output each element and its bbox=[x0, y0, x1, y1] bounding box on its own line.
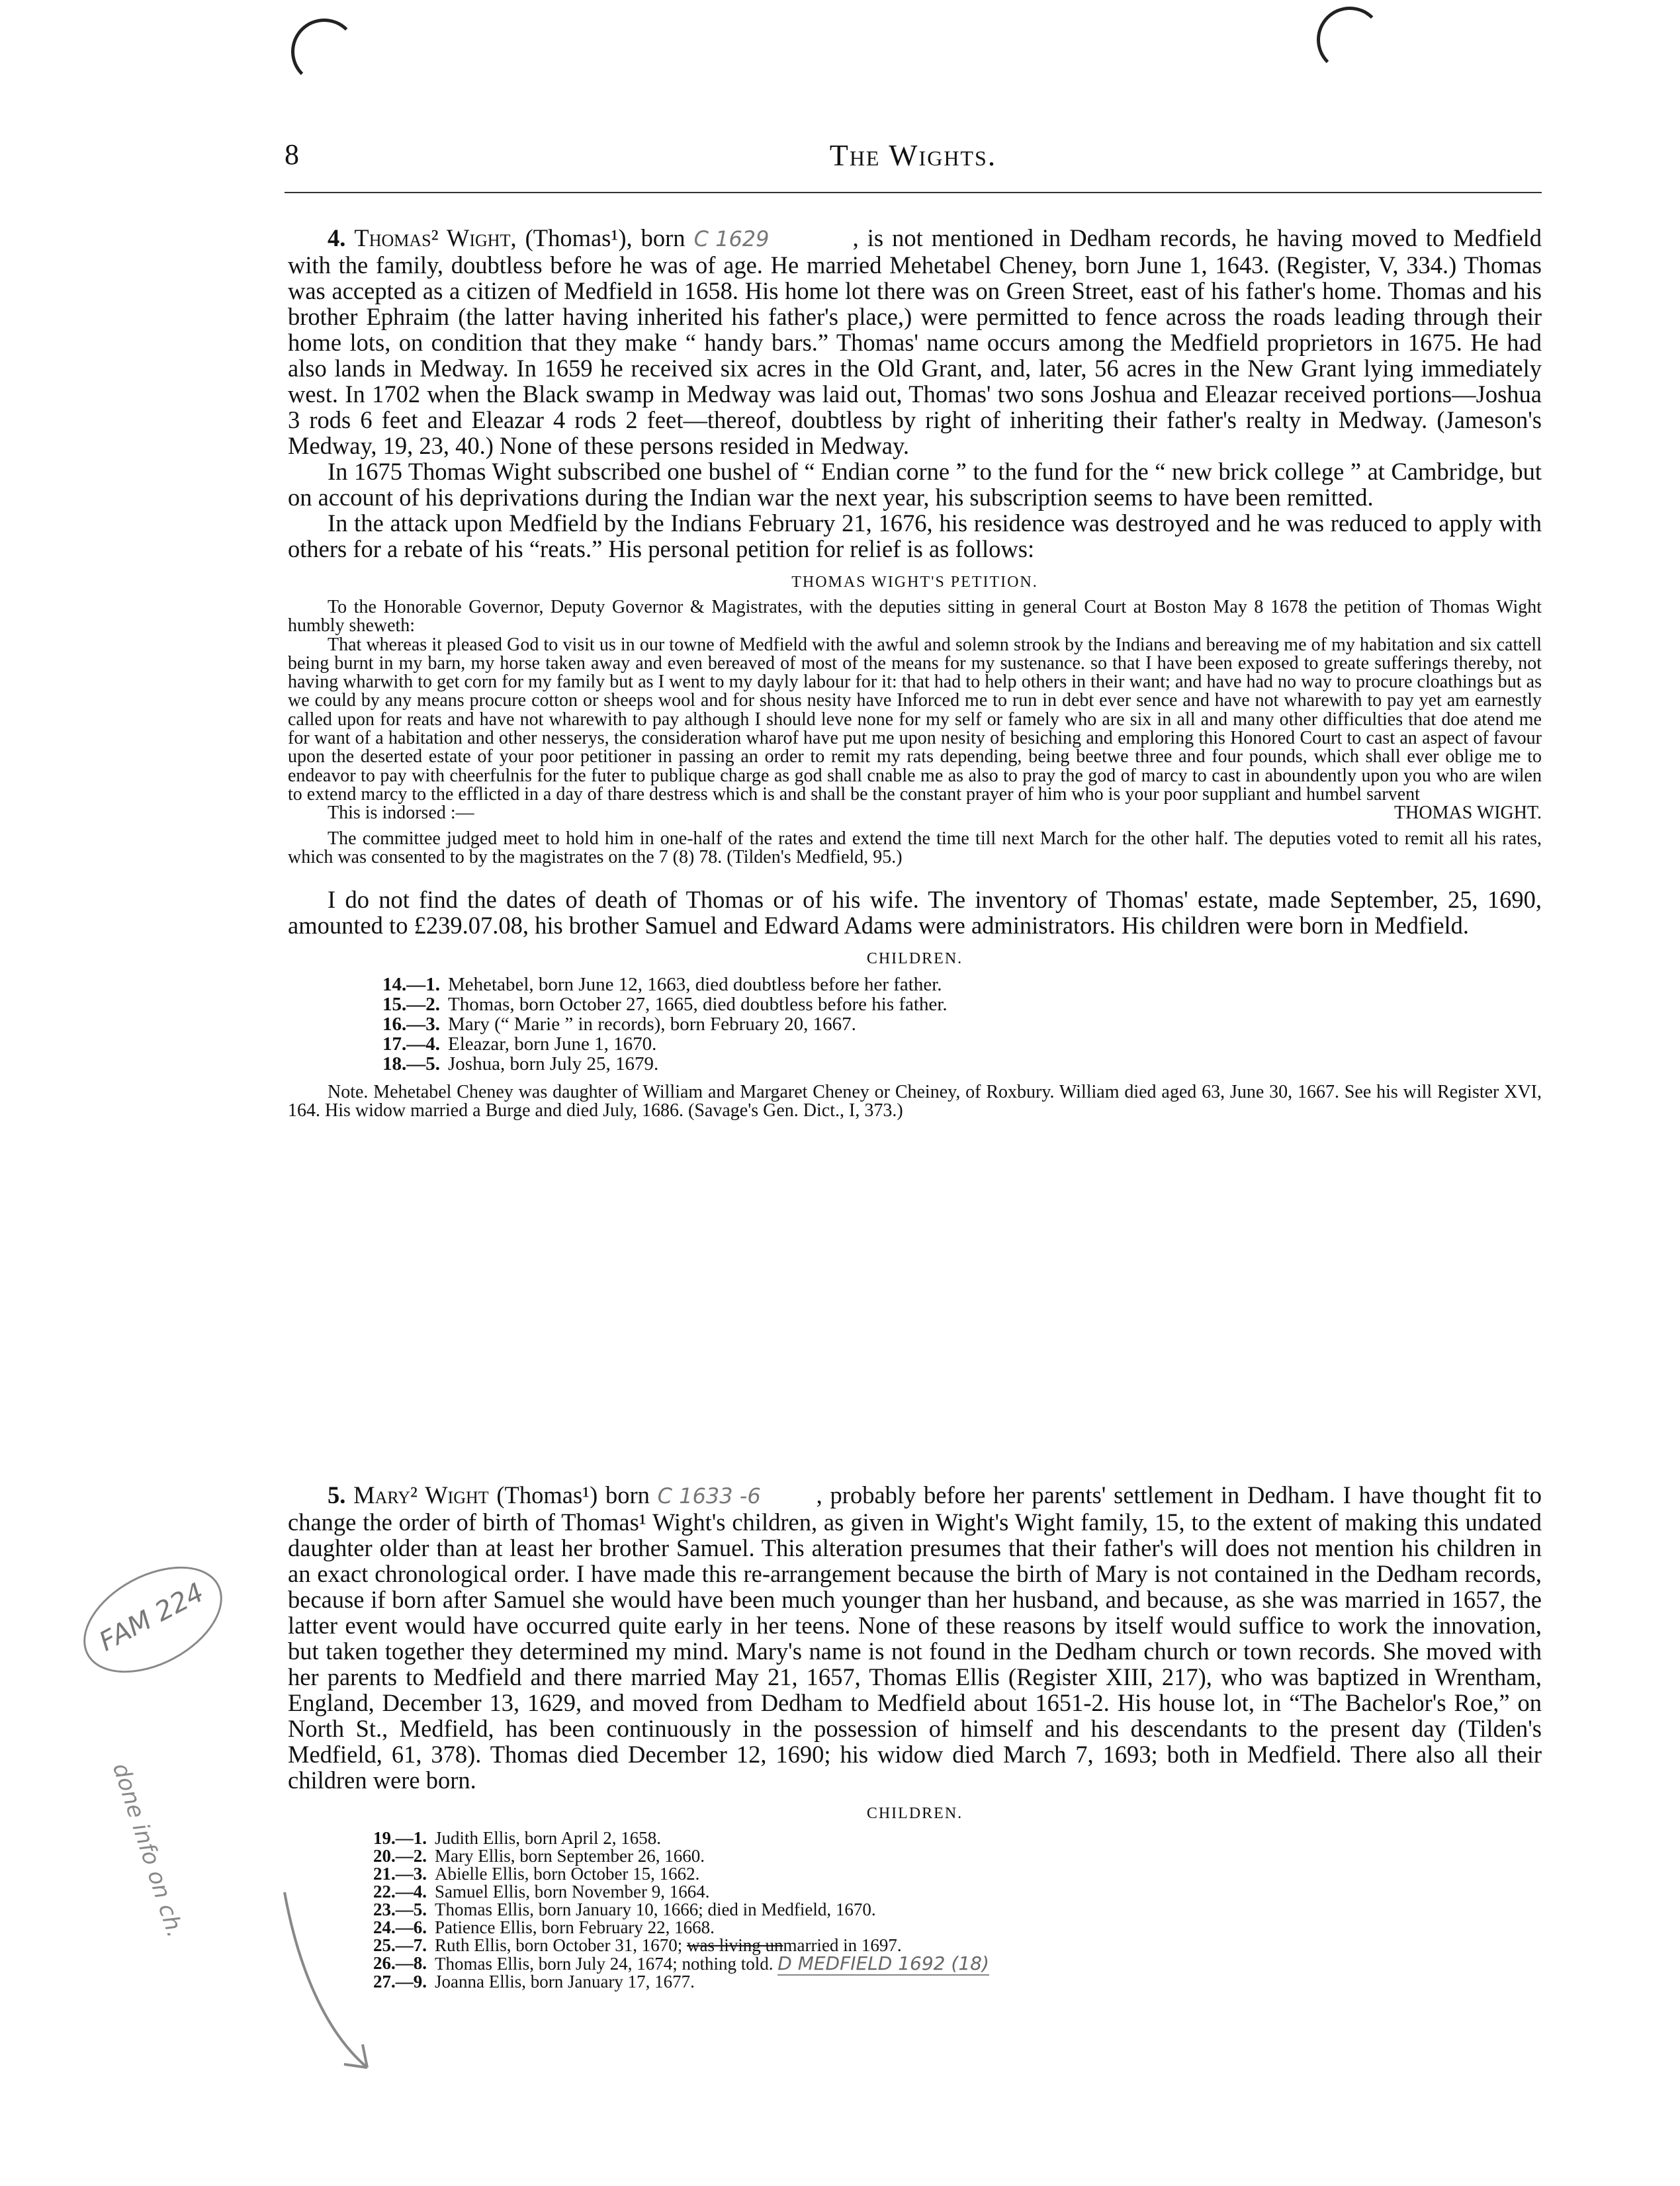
section-4-body bbox=[288, 225, 1542, 562]
children-list-4 bbox=[367, 975, 1542, 1074]
list-item bbox=[354, 1847, 1542, 1865]
committee-note: The committee judged meet to hold him in one-half of the rates and extend the time till next March for the other half. The deputies voted to remit all his rates, which was consented to by the magistrates on the 7 (8) 78. (Tilden's Medfield, 95.) bbox=[288, 828, 1542, 867]
paragraph bbox=[288, 1482, 1542, 1793]
child-text-after: married in 1697. bbox=[783, 1935, 902, 1955]
header-rule bbox=[285, 192, 1542, 193]
margin-side-note bbox=[107, 1760, 189, 1941]
parent-ref: (Thomas¹) born bbox=[488, 1481, 650, 1508]
person-name: Mary² Wight bbox=[353, 1481, 489, 1508]
list-item bbox=[354, 1883, 1542, 1901]
child-number: 20.—2. bbox=[373, 1846, 427, 1866]
circled-note-text: FAM 224 bbox=[94, 1577, 209, 1658]
child-number: 21.—3. bbox=[373, 1864, 427, 1884]
hand-drawn-arrow-icon bbox=[278, 1886, 377, 2077]
child-number: 19.—1. bbox=[373, 1828, 427, 1848]
section-4-closing bbox=[288, 887, 1542, 938]
child-number: 16.—3. bbox=[382, 1014, 440, 1035]
child-number: 22.—4. bbox=[373, 1882, 427, 1902]
section-5-body bbox=[288, 1482, 1542, 1793]
child-text: Mary (“ Marie ” in records), born February 20, 1667. bbox=[448, 1014, 856, 1035]
child-text bbox=[435, 1937, 902, 1954]
child-text: Samuel Ellis, born November 9, 1664. bbox=[435, 1882, 710, 1902]
paragraph bbox=[288, 225, 1542, 459]
petition-text bbox=[288, 598, 1542, 867]
child-text: Joshua, born July 25, 1679. bbox=[448, 1053, 659, 1075]
child-text-main: Ruth Ellis, born October 31, 1670; bbox=[435, 1935, 683, 1955]
list-item bbox=[367, 1034, 1542, 1054]
children-list-5 bbox=[354, 1829, 1542, 1991]
section-5 bbox=[288, 1482, 1542, 1991]
child-text: Thomas, born October 27, 1665, died doubtless before his father. bbox=[448, 994, 948, 1016]
indorsed-line: This is indorsed :— bbox=[328, 803, 474, 824]
list-item bbox=[354, 1973, 1542, 1991]
person-name: Thomas² Wight, bbox=[354, 224, 517, 251]
running-title: The Wights. bbox=[829, 138, 997, 172]
section-4 bbox=[288, 225, 1542, 1121]
note-text: Note. Mehetabel Cheney was daughter of William and Margaret Cheney or Cheiney, of Roxbury. William died aged 63, June 30, 1667. See his will Register XVI, 164. His widow married a Burge and died July, 1686. (Savage's Gen. Dict., I, 373.) bbox=[288, 1082, 1542, 1121]
child-text: Thomas Ellis, born January 10, 1666; died in Medfield, 1670. bbox=[435, 1900, 876, 1919]
handwritten-birth-year: C 1629 bbox=[693, 226, 770, 251]
list-item bbox=[354, 1829, 1542, 1847]
list-item bbox=[354, 1865, 1542, 1883]
list-item bbox=[367, 975, 1542, 994]
child-text: Joanna Ellis, born January 17, 1677. bbox=[435, 1972, 695, 1991]
struck-text: was living un bbox=[686, 1935, 783, 1955]
child-text: Abielle Ellis, born October 15, 1662. bbox=[435, 1864, 700, 1884]
list-item bbox=[367, 1014, 1542, 1034]
child-number: 24.—6. bbox=[373, 1917, 427, 1937]
child-number: 15.—2. bbox=[382, 994, 440, 1016]
child-text-main: Thomas Ellis, born July 24, 1674; nothing told. bbox=[435, 1954, 774, 1974]
list-item bbox=[354, 1954, 1542, 1973]
paragraph: In the attack upon Medfield by the Indians February 21, 1676, his residence was destroyed and he was reduced to apply with others for a rebate of his “reats.” His personal petition for relief is as follows: bbox=[288, 509, 1542, 562]
child-number: 25.—7. bbox=[373, 1935, 427, 1955]
paragraph-text: , probably before her parents' settlement in Dedham. I have thought fit to change the order of birth of Thomas¹ Wight's children, as given in Wight's Wight family, 15, to the extent of making this undated daughter older than at least her brother Samuel. This alteration presumes that their father's will does not mention his children in an exact chronological order. I have made this re-arrangement because the birth of Mary is not contained in the Dedham records, because if born after Samuel she would have been much younger than her husband, and because, as she was married in 1657, the latter event would have occurred quite early in her teens. None of these reasons by itself would suffice to work the innovation, but taken together they determined my mind. Mary's name is not found in the Dedham church or town records. She moved with her parents to Medfield and there married May 21, 1657, Thomas Ellis (Register XIII, 217), who was baptized in Wrentham, England, December 13, 1629, and moved from Dedham to Medfield about 1651-2. His house lot, in “The Bachelor's Roe,” on North St., Medfield, has been continuously in the possession of himself and his descendants to the present day (Tilden's Medfield, 61, 378). Thomas died December 12, 1690; his widow died March 7, 1693; both in Medfield. There also all their children were born. bbox=[288, 1481, 1542, 1794]
entry-number: 5. bbox=[328, 1481, 346, 1508]
cheney-note bbox=[288, 1083, 1542, 1121]
child-text: Mehetabel, born June 12, 1663, died doubtless before her father. bbox=[448, 974, 942, 996]
children-caption: CHILDREN. bbox=[866, 950, 963, 968]
side-note-text: done info on ch. bbox=[107, 1760, 189, 1941]
page-number: 8 bbox=[285, 138, 299, 171]
entry-number: 4. bbox=[328, 224, 346, 251]
petition-address: To the Honorable Governor, Deputy Governor & Magistrates, with the deputies sitting in general Court at Boston May 8 1678 the petition of Thomas Wight humbly sheweth: bbox=[288, 597, 1542, 636]
child-text: Judith Ellis, born April 2, 1658. bbox=[435, 1828, 662, 1848]
petition-caption: THOMAS WIGHT'S PETITION. bbox=[791, 574, 1038, 591]
list-item bbox=[367, 1054, 1542, 1074]
running-header bbox=[285, 138, 1542, 191]
list-item bbox=[354, 1901, 1542, 1919]
parent-ref: (Thomas¹), born bbox=[516, 224, 685, 251]
paragraph: In 1675 Thomas Wight subscribed one bushel of “ Endian corne ” to the fund for the “ new brick college ” at Cambridge, but on account of his deprivations during the Indian war the next year, his subscription seems to have been remitted. bbox=[288, 458, 1542, 511]
circled-margin-note bbox=[66, 1545, 240, 1694]
handwritten-annotation: D MEDFIELD 1692 (18) bbox=[777, 1952, 989, 1974]
list-item bbox=[354, 1919, 1542, 1937]
child-number: 23.—5. bbox=[373, 1900, 427, 1919]
handwritten-birth-year: C 1633 -6 bbox=[657, 1483, 761, 1508]
child-text: Patience Ellis, born February 22, 1668. bbox=[435, 1917, 715, 1937]
child-number: 26.—8. bbox=[373, 1953, 427, 1973]
child-number: 17.—4. bbox=[382, 1033, 440, 1055]
list-item bbox=[354, 1937, 1542, 1954]
child-text bbox=[435, 1954, 989, 1973]
paragraph-text: , is not mentioned in Dedham records, he having moved to Medfield with the family, doubtless before he was of age. He married Mehetabel Cheney, born June 1, 1643. (Register, V, 334.) Thomas was accepted as a citizen of Medfield in 1658. His home lot there was on Green Street, east of his father's home. Thomas and his brother Ephraim (the latter having inherited his father's place,) were permitted to fence across the roads leading through their home lots, on condition that they make “ handy bars.” Thomas' name occurs among the Medfield proprietors in 1675. He had also lands in Medway. In 1659 he received six acres in the Old Grant, and, later, 56 acres in the New Grant lying immediately west. In 1702 when the Black swamp in Medway was laid out, Thomas' two sons Joshua and Eleazar received portions—Joshua 3 rods 6 feet and Eleazar 4 rods 2 feet—thereof, doubtless by right of inheriting their father's realty in Medway. (Jameson's Medway, 19, 23, 40.) None of these persons resided in Medway. bbox=[288, 224, 1542, 459]
child-text: Eleazar, born June 1, 1670. bbox=[448, 1033, 657, 1055]
children-caption: CHILDREN. bbox=[866, 1805, 963, 1822]
child-number: 27.—9. bbox=[373, 1972, 427, 1991]
list-item bbox=[367, 994, 1542, 1014]
child-number: 18.—5. bbox=[382, 1053, 440, 1075]
paragraph: I do not find the dates of death of Thomas or of his wife. The inventory of Thomas' estate, made September, 25, 1690, amounted to £239.07.08, his brother Samuel and Edward Adams were administrators. His children were born in Medfield. bbox=[288, 886, 1542, 940]
child-text: Mary Ellis, born September 26, 1660. bbox=[435, 1846, 705, 1866]
petition-body-text: That whereas it pleased God to visit us in our towne of Medfield with the awful and solemn strook by the Indians and bereaving me of my habitation and six cattell being burnt in my barn, my horse taken away and even bereaved of most of the means for my sustenance. so that I have been exposed to greate sufferings thereby, not having wharwith to get corn for my family but as I went to my dayly labour for it: that had to help others in their want; and have had no way to procure cloathings but as we could by any means procure cotton or sheeps wool and for shous nesity have Inforced me to run in debt ever sence and have not wharewith to pay yet am earnestly called upon for reats and have not wharewith to pay although I should leve none for my self or famely who are six in all and many other difficulties that doe atend me for want of a habitation and other nesserys, the consideration wharof have put me upon nesity of besiching and emploring this Honored Court to cast an aspect of favour upon the deserted estate of your poor petitioner in passing an order to remit my rats depending, being beetwe three and four pounds, which shall ever oblige me to endeavor to pay with cheerfulnis for the futer to publique charge as god shall cnable me as also to pray the god of marcy to cast in aboundently upon you who are wilen to extend marcy to the efflicted in a day of thare destress which is and shall be the constant prayer of him who is your poor suppliant and humbel sarvent bbox=[288, 634, 1542, 805]
petition-signature: THOMAS WIGHT. bbox=[1394, 803, 1542, 824]
child-number: 14.—1. bbox=[382, 974, 440, 996]
corner-mark-right bbox=[1317, 7, 1383, 73]
corner-mark-left bbox=[291, 19, 357, 85]
